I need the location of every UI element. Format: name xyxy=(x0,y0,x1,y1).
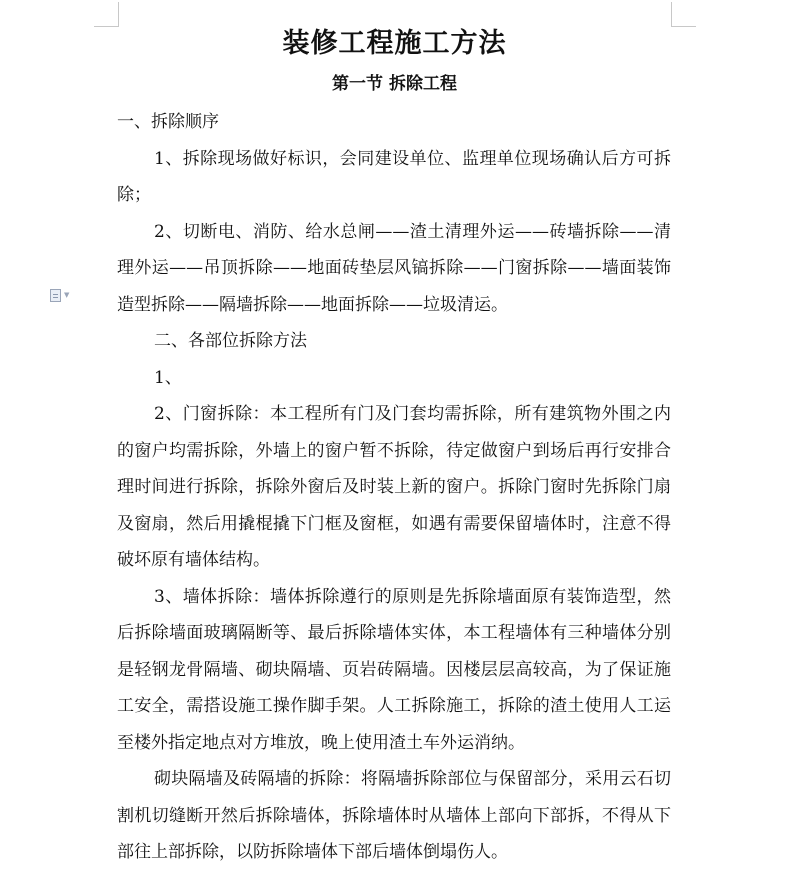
paragraph-method-1: 1、 xyxy=(154,367,182,388)
section-title: 第一节 拆除工程 xyxy=(332,74,457,94)
document-title: 装修工程施工方法 xyxy=(282,28,507,59)
document-glyph xyxy=(50,289,61,302)
paragraph-block-wall-demolition: 砌块隔墙及砖隔墙的拆除：将隔墙拆除部位与保留部分，采用云石切割机切缝断开然后拆除墙体，拆除墙体时从墙体上部向下部拆，不得从下部往上部拆除，以防拆除墙体下部后墙体倒塌伤人。 xyxy=(117,769,671,862)
document-icon[interactable] xyxy=(50,287,76,303)
paragraph-item-1: 1、拆除现场做好标识，会同建设单位、监理单位现场确认后方可拆除； xyxy=(117,148,671,205)
heading-demolition-sequence: 一、拆除顺序 xyxy=(117,112,219,132)
heading-demolition-methods: 二、各部位拆除方法 xyxy=(154,331,307,351)
paragraph-item-2: 2、切断电、消防、给水总闸——渣土清理外运——砖墙拆除——清理外运——吊顶拆除——地面砖垫层风镐拆除——门窗拆除——墙面装饰造型拆除——隔墙拆除——地面拆除——垃圾清运。 xyxy=(117,221,671,315)
document-body xyxy=(117,104,671,871)
paragraph-wall-demolition: 3、墙体拆除：墙体拆除遵行的原则是先拆除墙面原有装饰造型，然后拆除墙面玻璃隔断等、最后拆除墙体实体，本工程墙体有三种墙体分别是轻钢龙骨隔墙、砌块隔墙、页岩砖隔墙。因楼层层高较高，为了保证施工安全，需搭设施工操作脚手架。人工拆除施工，拆除的渣土使用人工运至楼外指定地点对方堆放，晚上使用渣土车外运消纳。 xyxy=(117,586,671,753)
dropdown-caret-icon: ▼ xyxy=(64,291,70,299)
paragraph-door-window-demolition: 2、门窗拆除：本工程所有门及门套均需拆除，所有建筑物外围之内的窗户均需拆除，外墙上的窗户暂不拆除，待定做窗户到场后再行安排合理时间进行拆除，拆除外窗后及时装上新的窗户。拆除门窗时先拆除门扇及窗扇，然后用撬棍撬下门框及窗框，如遇有需要保留墙体时，注意不得破坏原有墙体结构。 xyxy=(117,404,671,570)
